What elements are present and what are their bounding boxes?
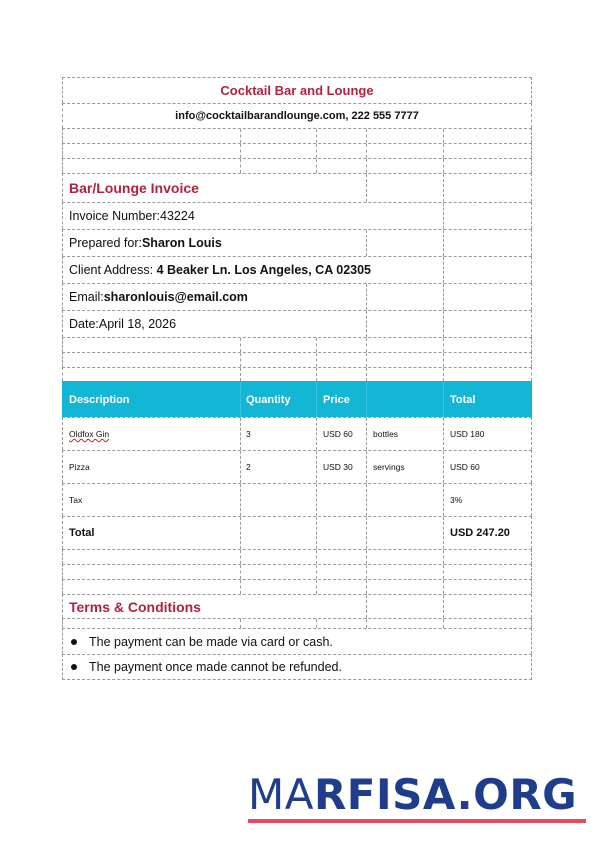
- item-total: USD 180: [443, 418, 533, 450]
- terms-heading: Terms & Conditions: [69, 598, 201, 615]
- client-address: 4 Beaker Ln. Los Angeles, CA 02305: [156, 263, 372, 277]
- logo-underline: [248, 819, 586, 823]
- item-description: Oldfox Gin: [69, 429, 110, 439]
- invoice-date: April 18, 2026: [98, 317, 177, 331]
- item-description: Tax: [69, 495, 83, 505]
- item-price: [316, 484, 366, 516]
- terms-item: [62, 654, 532, 680]
- terms-text: The payment can be made via card or cash.: [89, 634, 333, 649]
- item-unit: servings: [366, 451, 443, 483]
- item-quantity: 2: [240, 451, 316, 483]
- terms-item: [62, 628, 532, 654]
- prepared-for-name: Sharon Louis: [141, 236, 222, 250]
- table-row: [62, 450, 532, 483]
- contact-info: info@cocktailbarandlounge.com, 222 555 7777: [175, 110, 419, 122]
- total-value: USD 247.20: [443, 517, 533, 549]
- invoice-sheet: [62, 77, 532, 680]
- item-price: USD 60: [316, 418, 366, 450]
- invoice-number: 43224: [160, 209, 195, 223]
- client-address-label: Client Address:: [69, 263, 154, 277]
- prepared-for-label: Prepared for:: [69, 236, 142, 250]
- business-name: Cocktail Bar and Lounge: [220, 83, 374, 98]
- date-label: Date:: [69, 317, 99, 331]
- item-quantity: [240, 484, 316, 516]
- table-row: [62, 417, 532, 450]
- total-row: [62, 516, 532, 549]
- item-price: USD 30: [316, 451, 366, 483]
- bullet-icon: [71, 664, 77, 670]
- header-description: Description: [69, 393, 130, 406]
- email-row: [62, 283, 532, 310]
- client-address-row: [62, 256, 532, 283]
- total-label: Total: [69, 527, 95, 539]
- header-unit: [366, 382, 443, 417]
- logo-text-bold: RFISA.ORG: [313, 770, 578, 819]
- spacer-row: [62, 337, 532, 352]
- table-row: [62, 483, 532, 516]
- spacer-row: [62, 579, 532, 594]
- spacer-row: [62, 158, 532, 173]
- header-quantity: Quantity: [240, 382, 316, 417]
- spacer-row: [62, 564, 532, 579]
- header-total: Total: [443, 382, 533, 417]
- terms-text: The payment once made cannot be refunded.: [89, 660, 342, 674]
- spacer-row: [62, 367, 532, 381]
- bullet-icon: [71, 639, 77, 645]
- marfisa-logo: [248, 771, 586, 823]
- invoice-number-label: Invoice Number:: [69, 209, 161, 223]
- spacer-row: [62, 128, 532, 143]
- spacer-row: [62, 143, 532, 158]
- client-email: sharonlouis@email.com: [103, 290, 248, 304]
- table-header-row: [62, 381, 532, 417]
- item-total: 3%: [443, 484, 533, 516]
- item-description: Pizza: [69, 462, 90, 472]
- spacer-row: [62, 549, 532, 564]
- terms-heading-row: [62, 594, 532, 618]
- prepared-for-row: [62, 229, 532, 256]
- logo-text-light: MA: [248, 770, 314, 819]
- invoice-number-row: [62, 202, 532, 229]
- date-row: [62, 310, 532, 337]
- header-price: Price: [316, 382, 366, 417]
- email-label: Email:: [69, 290, 104, 304]
- business-name-row: [62, 77, 532, 103]
- contact-row: [62, 103, 532, 128]
- item-unit: [366, 484, 443, 516]
- item-total: USD 60: [443, 451, 533, 483]
- invoice-heading-row: [62, 173, 532, 202]
- invoice-heading: Bar/Lounge Invoice: [69, 180, 199, 196]
- item-quantity: 3: [240, 418, 316, 450]
- item-unit: bottles: [366, 418, 443, 450]
- spacer-row: [62, 618, 532, 628]
- spacer-row: [62, 352, 532, 367]
